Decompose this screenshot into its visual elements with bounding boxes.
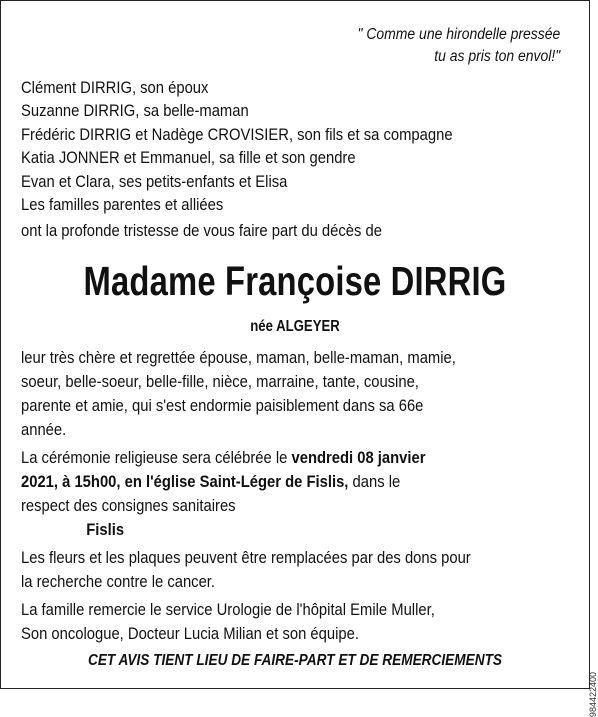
thanks-line: La famille remercie le service Urologie de l'hôpital Emile Muller,	[21, 600, 435, 619]
family-line: Frédéric DIRRIG et Nadège CROVISIER, son fils et sa compagne	[21, 124, 453, 144]
ceremony-line-2	[21, 470, 560, 494]
quote-line-1: " Comme une hirondelle pressée	[357, 26, 560, 43]
flowers-paragraph	[21, 546, 560, 594]
family-line: Katia JONNER et Emmanuel, sa fille et son gendre	[21, 148, 356, 168]
ceremony-suffix: dans le	[348, 472, 401, 491]
family-list	[21, 76, 508, 243]
family-line: Les familles parentes et alliées	[21, 195, 224, 215]
footer-notice: CET AVIS TIENT LIEU DE FAIRE-PART ET DE REMERCIEMENTS	[87, 652, 503, 669]
family-line: Clément DIRRIG, son époux	[21, 78, 209, 97]
maiden-name: née ALGEYER	[250, 318, 340, 335]
ceremony-line-3: respect des consignes sanitaires	[21, 496, 236, 515]
reference-number: 984422400	[588, 672, 598, 717]
deceased-name: Madame Françoise DIRRIG	[83, 258, 507, 304]
description-paragraph	[21, 346, 560, 442]
description-line: leur très chère et regrettée épouse, maman, belle-maman, mamie,	[21, 348, 456, 367]
thanks-line: Son oncologue, Docteur Lucia Milian et son équipe.	[21, 624, 359, 643]
announcement-line: ont la profonde tristesse de vous faire part du décès de	[21, 221, 382, 241]
ceremony-line-1	[21, 446, 560, 470]
ceremony-prefix: La cérémonie religieuse sera célébrée le	[21, 448, 292, 467]
family-line: Evan et Clara, ses petits-enfants et Elisa	[21, 171, 288, 191]
epigraph-quote	[357, 24, 560, 68]
notice-body	[21, 346, 560, 650]
description-line: parente et amie, qui s'est endormie paisiblement dans sa 66e	[21, 396, 424, 415]
description-line: année.	[21, 420, 67, 439]
description-line: soeur, belle-soeur, belle-fille, nièce, marraine, tante, cousine,	[21, 372, 419, 391]
place-name: Fislis	[86, 520, 125, 539]
flowers-line: Les fleurs et les plaques peuvent être remplacées par des dons pour	[21, 548, 471, 567]
ceremony-paragraph	[21, 446, 560, 542]
ceremony-time-place: 2021, à 15h00, en l'église Saint-Léger de Fislis,	[21, 472, 349, 491]
ceremony-date: vendredi 08 janvier	[291, 448, 426, 467]
flowers-line: la recherche contre le cancer.	[21, 572, 216, 591]
quote-line-2: tu as pris ton envol!"	[434, 48, 560, 65]
thanks-paragraph	[21, 598, 560, 646]
family-line: Suzanne DIRRIG, sa belle-maman	[21, 101, 249, 121]
